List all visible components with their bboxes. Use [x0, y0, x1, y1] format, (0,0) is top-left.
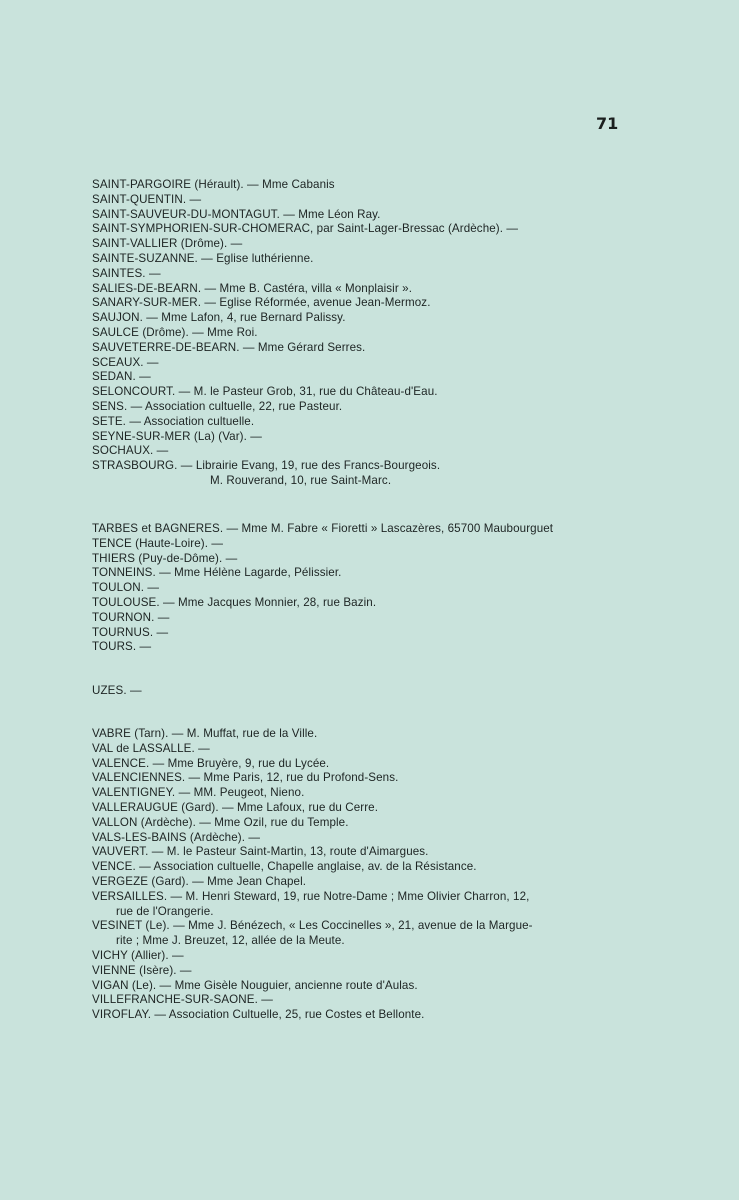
- list-item: VIGAN (Le). — Mme Gisèle Nouguier, ancienne route d'Aulas.: [92, 978, 418, 992]
- list-item: VICHY (Allier). —: [92, 948, 184, 962]
- list-item: VAL de LASSALLE. —: [92, 741, 210, 755]
- continuation-text: M. Rouverand, 10, rue Saint-Marc.: [210, 473, 392, 487]
- list-item: VIROFLAY. — Association Cultuelle, 25, rue Costes et Bellonte.: [92, 1008, 425, 1022]
- list-item: TOURNUS. —: [92, 625, 169, 639]
- list-item: SAUJON. — Mme Lafon, 4, rue Bernard Palissy.: [92, 311, 346, 325]
- list-item: UZES. —: [92, 684, 142, 697]
- list-item: SANARY-SUR-MER. — Eglise Réformée, avenue Jean-Mermoz.: [92, 296, 431, 310]
- list-item: VALLERAUGUE (Gard). — Mme Lafoux, rue du Cerre.: [92, 800, 379, 814]
- list-item: TONNEINS. — Mme Hélène Lagarde, Pélissier.: [92, 566, 342, 580]
- section-v: [92, 727, 732, 1023]
- list-item: SENS. — Association cultuelle, 22, rue Pasteur.: [92, 399, 343, 413]
- list-item: VENCE. — Association cultuelle, Chapelle anglaise, av. de la Résistance.: [92, 860, 477, 874]
- list-item: SEYNE-SUR-MER (La) (Var). —: [92, 429, 262, 443]
- section-u: [92, 684, 732, 699]
- continuation-text: rue de l'Orangerie.: [116, 904, 214, 918]
- list-item: SAINT-QUENTIN. —: [92, 192, 202, 206]
- list-item: VAUVERT. — M. le Pasteur Saint-Martin, 13, route d'Aimargues.: [92, 845, 429, 859]
- list-item: SAINT-PARGOIRE (Hérault). — Mme Cabanis: [92, 178, 335, 191]
- list-item: TOULOUSE. — Mme Jacques Monnier, 28, rue Bazin.: [92, 595, 377, 609]
- continuation-text: rite ; Mme J. Breuzet, 12, allée de la Meute.: [116, 934, 345, 948]
- list-item: VALENTIGNEY. — MM. Peugeot, Nieno.: [92, 786, 305, 800]
- list-item: SAINT-VALLIER (Drôme). —: [92, 237, 243, 251]
- list-item: TOURNON. —: [92, 610, 170, 624]
- list-item: SAINTES. —: [92, 266, 161, 280]
- list-item: VALS-LES-BAINS (Ardèche). —: [92, 830, 261, 844]
- list-item: VILLEFRANCHE-SUR-SAONE. —: [92, 993, 273, 1007]
- list-item: TOURS. —: [92, 640, 152, 654]
- list-item-continuation: [92, 474, 732, 489]
- list-item-continuation: [92, 934, 732, 949]
- list-item: SCEAUX. —: [92, 355, 159, 369]
- list-item: VESINET (Le). — Mme J. Bénézech, « Les Coccinelles », 21, avenue de la Margue-: [92, 919, 533, 933]
- section-t: [92, 522, 732, 655]
- list-item-continuation: [92, 905, 732, 920]
- list-item: VERGEZE (Gard). — Mme Jean Chapel.: [92, 874, 307, 888]
- list-item: SOCHAUX. —: [92, 444, 169, 458]
- list-item: VABRE (Tarn). — M. Muffat, rue de la Ville.: [92, 727, 318, 740]
- list-item: TARBES et BAGNERES. — Mme M. Fabre « Fioretti » Lascazères, 65700 Maubourguet: [92, 522, 554, 535]
- list-item: SAINT-SAUVEUR-DU-MONTAGUT. — Mme Léon Ray.: [92, 207, 381, 221]
- list-item: SEDAN. —: [92, 370, 151, 384]
- list-item: THIERS (Puy-de-Dôme). —: [92, 551, 238, 565]
- section-s: [92, 178, 732, 489]
- list-item: SAINTE-SUZANNE. — Eglise luthérienne.: [92, 251, 314, 265]
- list-item: SAULCE (Drôme). — Mme Roi.: [92, 325, 258, 339]
- list-item: TOULON. —: [92, 581, 160, 595]
- list-item: TENCE (Haute-Loire). —: [92, 536, 224, 550]
- list-item: VIENNE (Isère). —: [92, 963, 192, 977]
- list-item: SELONCOURT. — M. le Pasteur Grob, 31, rue du Château-d'Eau.: [92, 385, 438, 399]
- list-item: VERSAILLES. — M. Henri Steward, 19, rue Notre-Dame ; Mme Olivier Charron, 12,: [92, 889, 530, 903]
- list-item: SAINT-SYMPHORIEN-SUR-CHOMERAC, par Saint-Lager-Bressac (Ardèche). —: [92, 222, 519, 236]
- page-number: 71: [596, 114, 619, 133]
- list-item: SALIES-DE-BEARN. — Mme B. Castéra, villa « Monplaisir ».: [92, 281, 413, 295]
- list-item: SETE. — Association cultuelle.: [92, 414, 255, 428]
- list-item: STRASBOURG. — Librairie Evang, 19, rue des Francs-Bourgeois.: [92, 459, 441, 473]
- list-item: VALENCE. — Mme Bruyère, 9, rue du Lycée.: [92, 756, 330, 770]
- list-item: SAUVETERRE-DE-BEARN. — Mme Gérard Serres.: [92, 340, 366, 354]
- list-item: VALENCIENNES. — Mme Paris, 12, rue du Profond-Sens.: [92, 771, 399, 785]
- list-item: VALLON (Ardèche). — Mme Ozil, rue du Temple.: [92, 815, 349, 829]
